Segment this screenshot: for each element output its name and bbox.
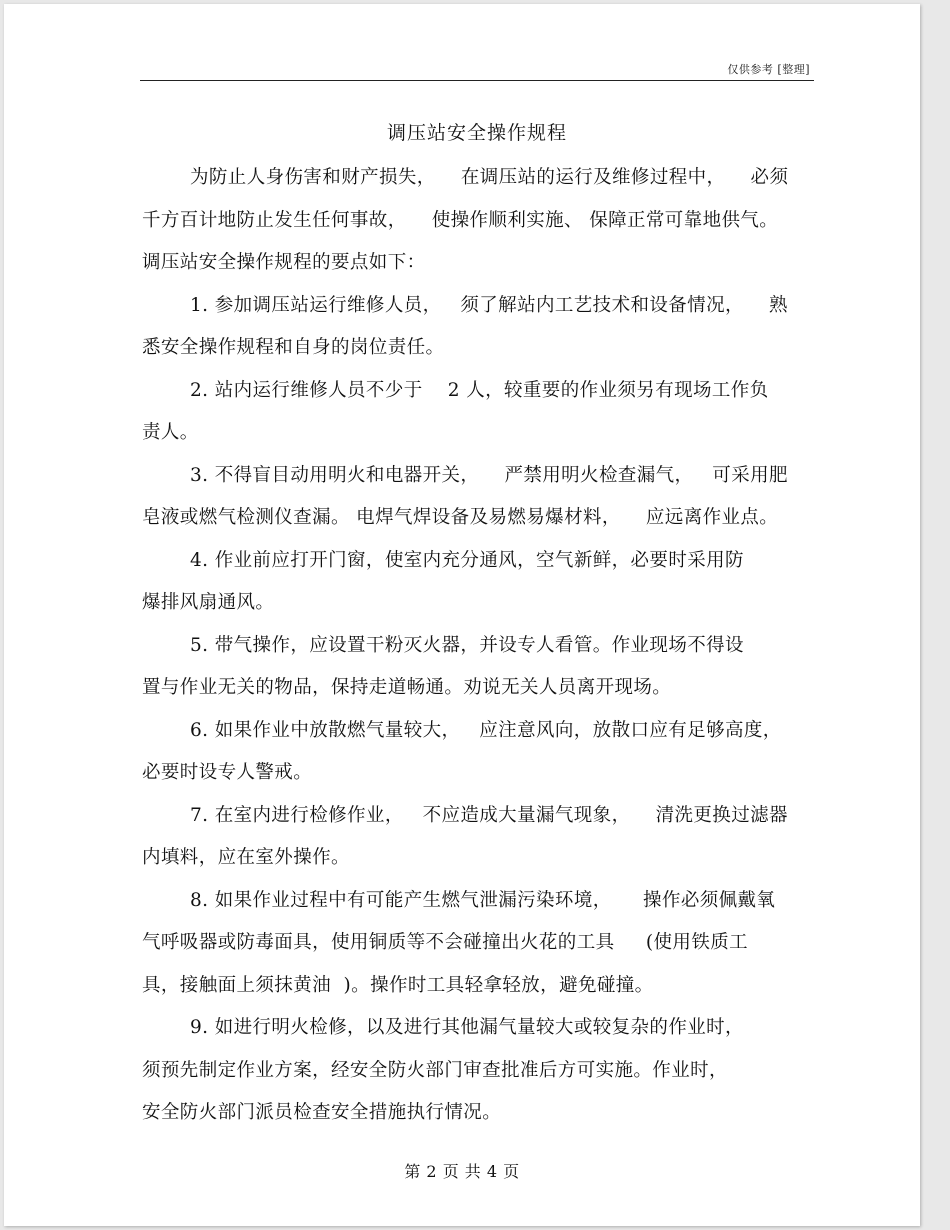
- paragraph-line: 爆排风扇通风。: [142, 592, 275, 613]
- paragraph-line: 千方百计地防止发生任何事故， 使操作顺利实施、 保障正常可靠地供气。: [142, 209, 779, 231]
- paragraph-line: 具，接触面上须抹黄油 )。操作时工具轻拿轻放，避免碰撞。: [142, 974, 654, 996]
- paragraph: [142, 880, 814, 1008]
- paragraph: [142, 157, 814, 285]
- paragraph-line: 7. 在室内进行检修作业， 不应造成大量漏气现象， 清洗更换过滤器: [190, 804, 788, 826]
- paragraph-line: 调压站安全操作规程的要点如下：: [142, 252, 426, 273]
- paragraph-line: 4. 作业前应打开门窗，使室内充分通风，空气新鲜，必要时采用防: [190, 549, 744, 571]
- paragraph-line: 1. 参加调压站运行维修人员， 须了解站内工艺技术和设备情况， 熟: [190, 294, 788, 316]
- paragraph-line: 5. 带气操作，应设置干粉灭火器，并设专人看管。作业现场不得设: [190, 634, 744, 656]
- paragraph: [142, 370, 814, 455]
- paragraph-line: 9. 如进行明火检修，以及进行其他漏气量较大或较复杂的作业时，: [190, 1017, 744, 1038]
- paragraph: [142, 285, 814, 370]
- paragraph-line: 为防止人身伤害和财产损失， 在调压站的运行及维修过程中， 必须: [190, 167, 789, 188]
- paragraph-line: 安全防火部门派员检查安全措施执行情况。: [142, 1102, 502, 1123]
- paragraph-line: 3. 不得盲目动用明火和电器开关， 严禁用明火检查漏气， 可采用肥: [190, 464, 788, 486]
- page-footer: 第 2 页 共 4 页: [404, 1162, 520, 1181]
- paragraph-line: 悉安全操作规程和自身的岗位责任。: [142, 337, 445, 358]
- paragraph-line: 2. 站内运行维修人员不少于 2 人，较重要的作业须另有现场工作负: [190, 379, 769, 401]
- paragraph-line: 置与作业无关的物品，保持走道畅通。劝说无关人员离开现场。: [142, 677, 672, 698]
- paragraph-line: 责人。: [142, 422, 199, 443]
- header-rule: [140, 80, 814, 81]
- paragraph: [142, 710, 814, 795]
- paragraph-line: 6. 如果作业中放散燃气量较大， 应注意风向，放散口应有足够高度，: [190, 719, 782, 741]
- paragraph-line: 8. 如果作业过程中有可能产生燃气泄漏污染环境， 操作必须佩戴氧: [190, 889, 776, 911]
- paragraph-line: 皂液或燃气检测仪查漏。 电焊气焊设备及易燃易爆材料， 应远离作业点。: [142, 507, 779, 528]
- header-label: 仅供参考 [整理]: [727, 63, 810, 76]
- document-title: 调压站安全操作规程: [386, 122, 567, 144]
- paragraph-line: 必要时设专人警戒。: [142, 762, 313, 783]
- paragraph: [142, 625, 814, 710]
- paragraph: [142, 795, 814, 880]
- paragraph: [142, 540, 814, 625]
- paragraph: [142, 455, 814, 540]
- paragraph-line: 气呼吸器或防毒面具，使用铜质等不会碰撞出火花的工具 (使用铁质工: [142, 932, 749, 953]
- document-body: [142, 157, 814, 1135]
- paragraph: [142, 1007, 814, 1135]
- document-page: [4, 4, 920, 1226]
- paragraph-line: 须预先制定作业方案，经安全防火部门审查批准后方可实施。作业时，: [142, 1059, 728, 1081]
- paragraph-line: 内填料，应在室外操作。: [142, 847, 350, 868]
